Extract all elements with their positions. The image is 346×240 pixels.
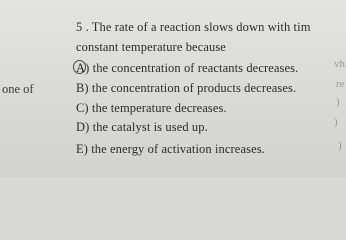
right-page-fragment-4: ) xyxy=(334,116,338,128)
right-page-fragment-2: re xyxy=(336,78,345,90)
option-b: B) the concentration of products decreases. xyxy=(76,81,297,95)
option-a: A) the concentration of reactants decreases. xyxy=(76,61,299,75)
left-page-fragment: one of xyxy=(2,82,34,96)
right-page-fragment-3: ) xyxy=(336,96,340,108)
option-c: C) the temperature decreases. xyxy=(76,101,227,115)
question-line-1: 5 . The rate of a reaction slows down with tim xyxy=(76,20,311,34)
option-d: D) the catalyst is used up. xyxy=(76,120,208,134)
question-line-2: constant temperature because xyxy=(76,40,226,54)
option-e: E) the energy of activation increases. xyxy=(76,142,265,156)
right-page-fragment-5: ) xyxy=(338,140,342,152)
right-page-fragment-1: vh xyxy=(334,58,345,70)
